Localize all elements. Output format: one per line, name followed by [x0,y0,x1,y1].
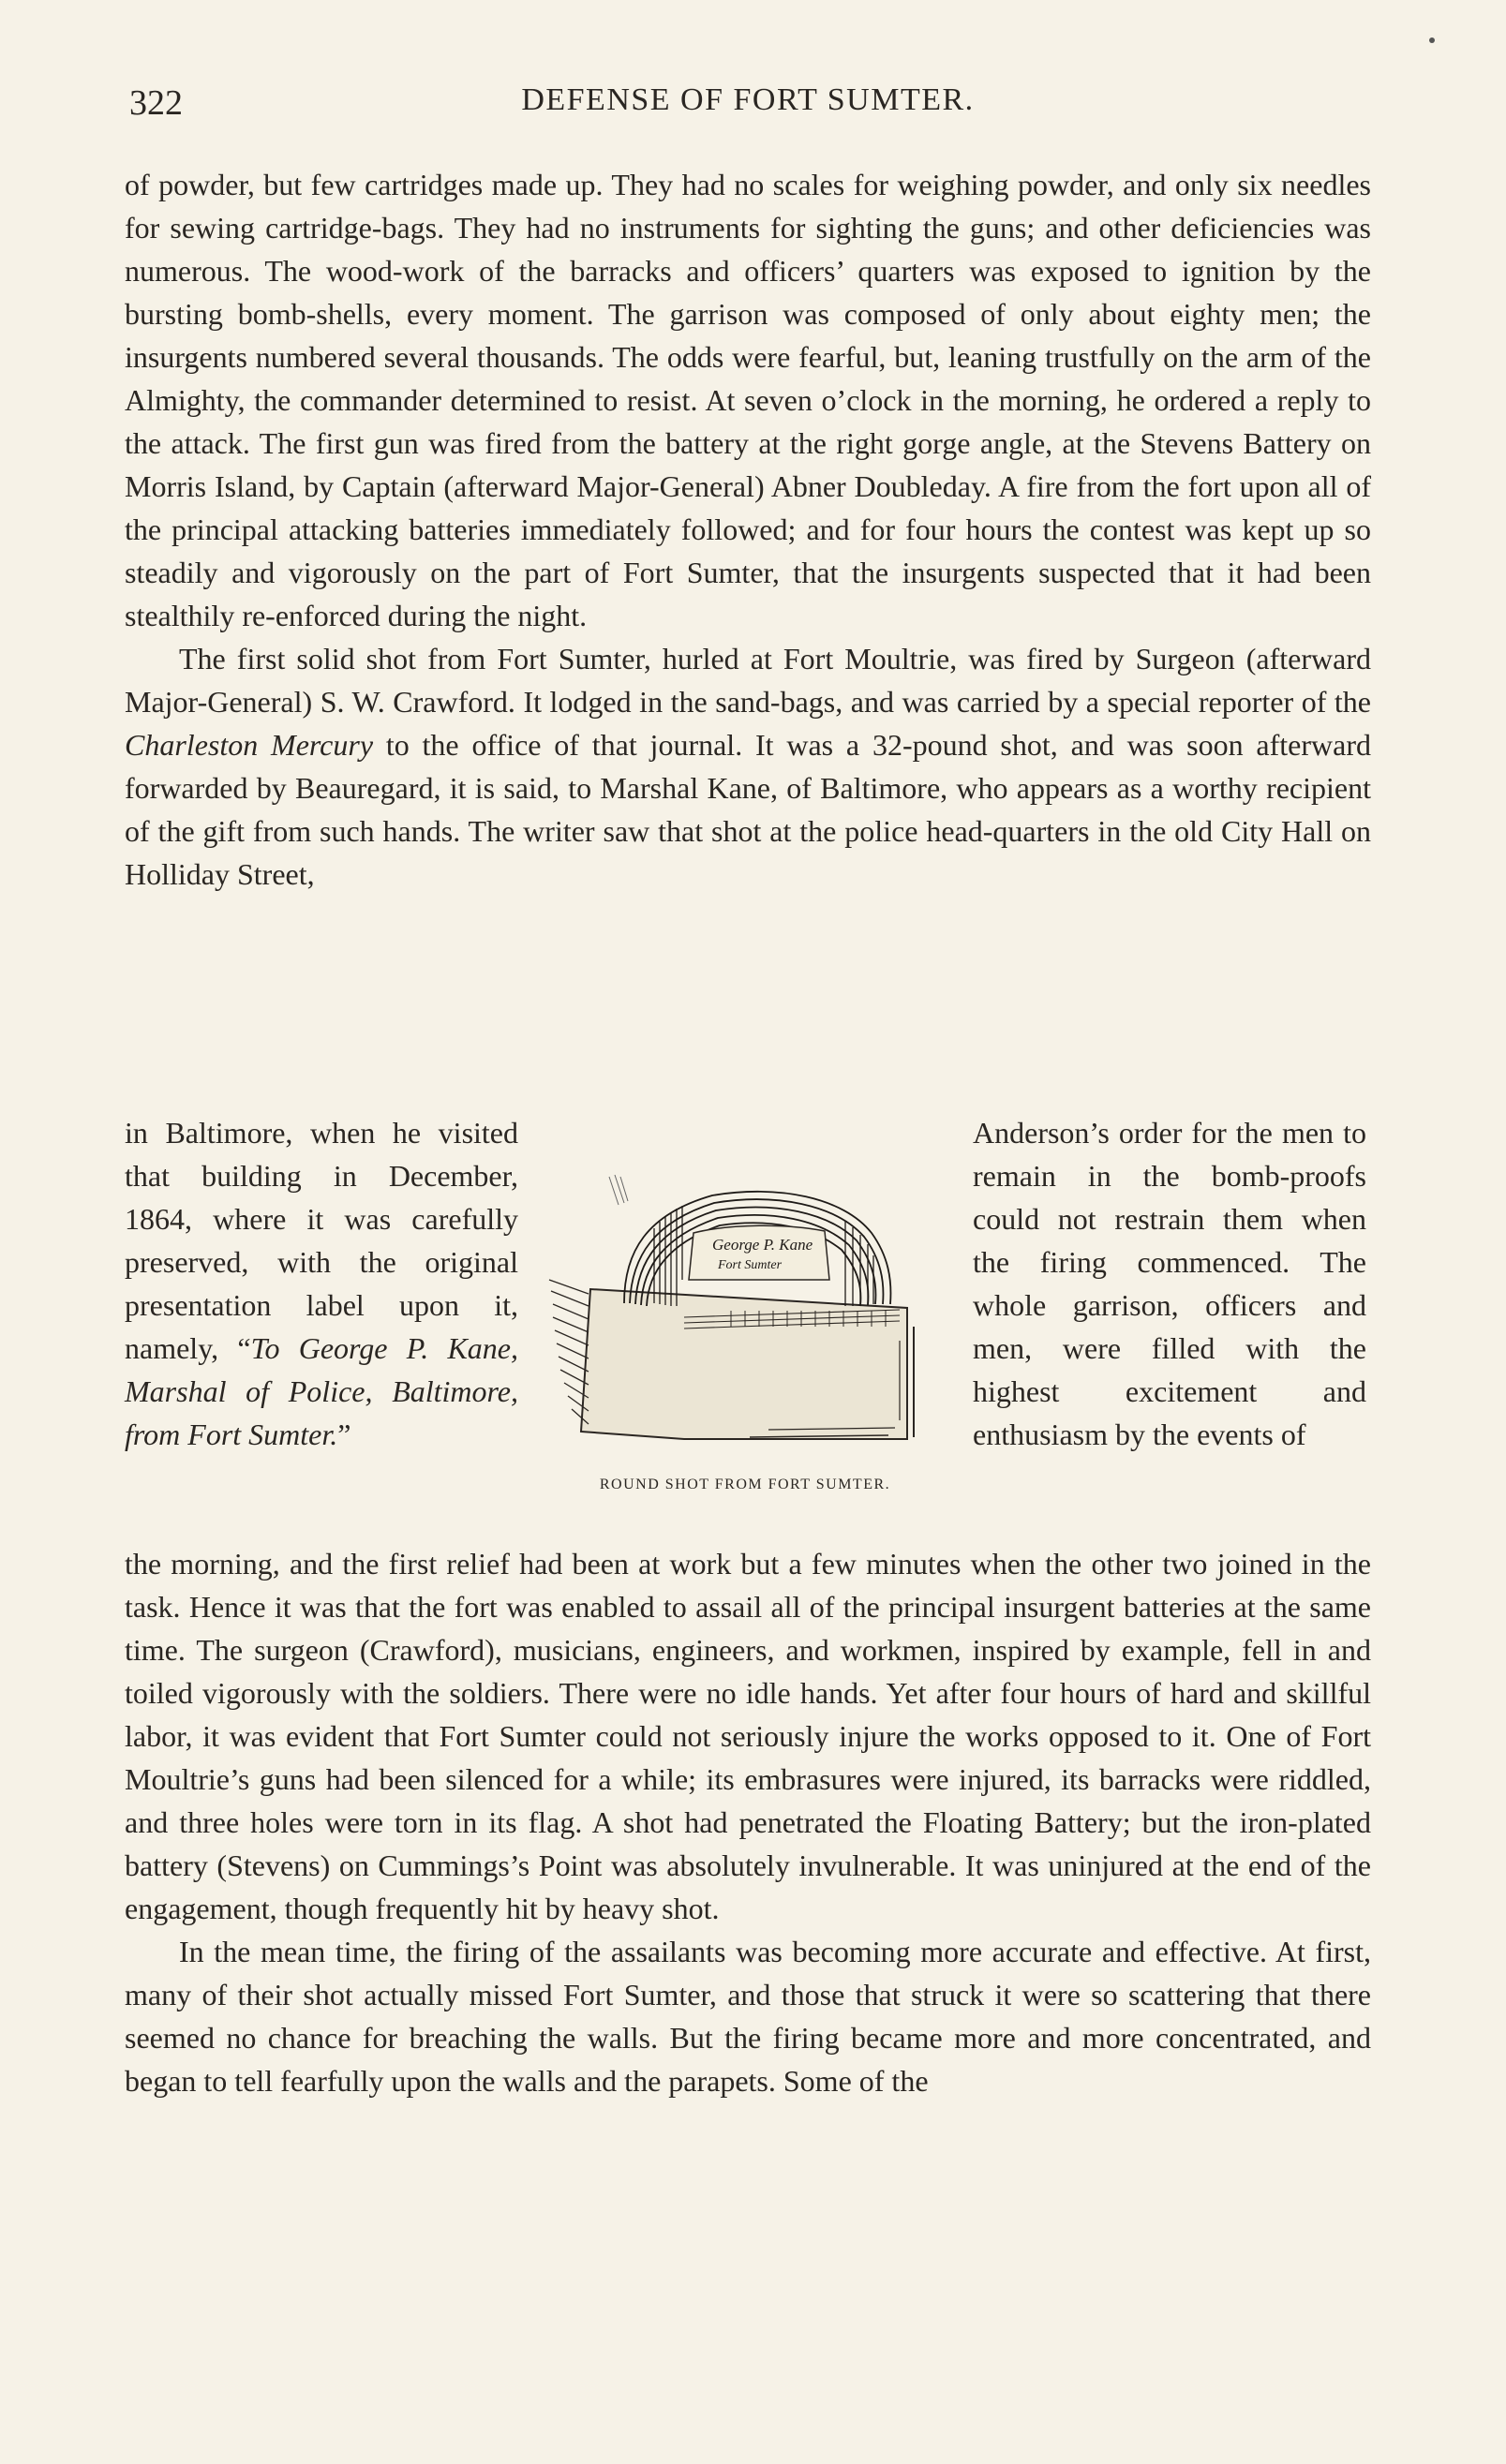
shot-label-line2: Fort Sumter [718,1258,783,1272]
paragraph-1: of powder, but few cartridges made up. They had no scales for weighing powder, and only six needles for sewing cartridge-bags. They had no instruments for sighting the guns; and other deficiencies was numerous. The wood-work of the barracks and officers’ quarters was exposed to ignition by the bursting bomb-shells, every moment. The garrison was composed of only about eighty men; the insurgents numbered several thousands. The odds were fearful, but, leaning trustfully on the arm of the Almighty, the commander determined to resist. At seven o’clock in the morning, he ordered a reply to the attack. The first gun was fired from the battery at the right gorge angle, at the Stevens Battery on Morris Island, by Captain (afterward Major-General) Abner Doubleday. A fire from the fort upon all of the principal attacking batteries immediately followed; and for four hours the contest was kept up so steadily and vigorously on the part of Fort Sumter, that the insurgents suspected that it had been stealthily re-enforced during the night. [125,168,1371,632]
left-column-paragraph [125,1111,518,1456]
body-text-bottom [125,1542,1371,2102]
page-number: 322 [129,83,183,123]
paragraph-2 [125,637,1371,896]
paragraph-4: In the mean time, the firing of the assailants was becoming more accurate and effective. At first, many of their shot actually missed Fort Sumter, and those that struck it were so scattering that there seemed no chance for breaching the walls. But the firing became more and more concentrated, and began to tell fearfully upon the walls and the parapets. Some of the [125,1935,1371,2098]
right-column-text [973,1111,1366,1456]
round-shot-illustration [544,1139,947,1467]
right-column-paragraph: Anderson’s order for the men to remain in the bomb-proofs could not restrain them when the firing commenced. The whole garrison, officers and men, were filled with the highest excitement and enthusiasm by the events of [973,1116,1366,1451]
presentation-label-quote: To George P. Kane, Marshal of Police, Baltimore, from Fort Sumter. [125,1331,519,1451]
ink-spot [1429,37,1435,43]
left-column-text [125,1111,518,1456]
paragraph-3: the morning, and the first relief had been at work but a few minutes when the other two joined in the task. Hence it was that the fort was enabled to assail all of the principal insurgent batteries at the same time. The surgeon (Crawford), musicians, engineers, and workmen, inspired by example, fell in and toiled vigorously with the soldiers. There were no idle hands. Yet after four hours of hard and skillful labor, it was evident that Fort Sumter could not seriously injure the works opposed to it. One of Fort Moultrie’s guns had been silenced for a while; its embrasures were injured, its barracks were riddled, and three holes were torn in its flag. A shot had penetrated the Floating Battery; but the iron-plated battery (Stevens) on Cummings’s Point was absolutely invulnerable. It was uninjured at the end of the engagement, though frequently hit by heavy shot. [125,1547,1371,1925]
left-column-quote-end: ” [337,1418,351,1451]
page-header [129,82,1366,129]
left-column-text-main: in Baltimore, when he visited that building in December, 1864, where it was carefully preserved, with the original presentation label upon it, namely, “ [125,1116,518,1365]
figure-caption: ROUND SHOT FROM FORT SUMTER. [599,1477,891,1492]
paragraph-2-part2: to the office of that journal. It was a 32-pound shot, and was soon afterward forwarded by Beauregard, it is said, to Marshal Kane, of Baltimore, who appears as a worthy recipient of the gift from such hands. The writer saw that shot at the police head-quarters in the old City Hall on Holliday Street, [125,728,1372,891]
body-text-top [125,163,1371,896]
round-shot-figure [544,1139,947,1514]
paragraph-2-part1: The first solid shot from Fort Sumter, hurled at Fort Moultrie, was fired by Surgeon (afterward Major-General) S. W. Crawford. It lodged in the sand-bags, and was carried by a special reporter of the [125,642,1371,719]
newspaper-name: Charleston Mercury [125,728,374,762]
running-title: DEFENSE OF FORT SUMTER. [521,82,975,117]
shot-label-line1: George P. Kane [712,1236,813,1254]
